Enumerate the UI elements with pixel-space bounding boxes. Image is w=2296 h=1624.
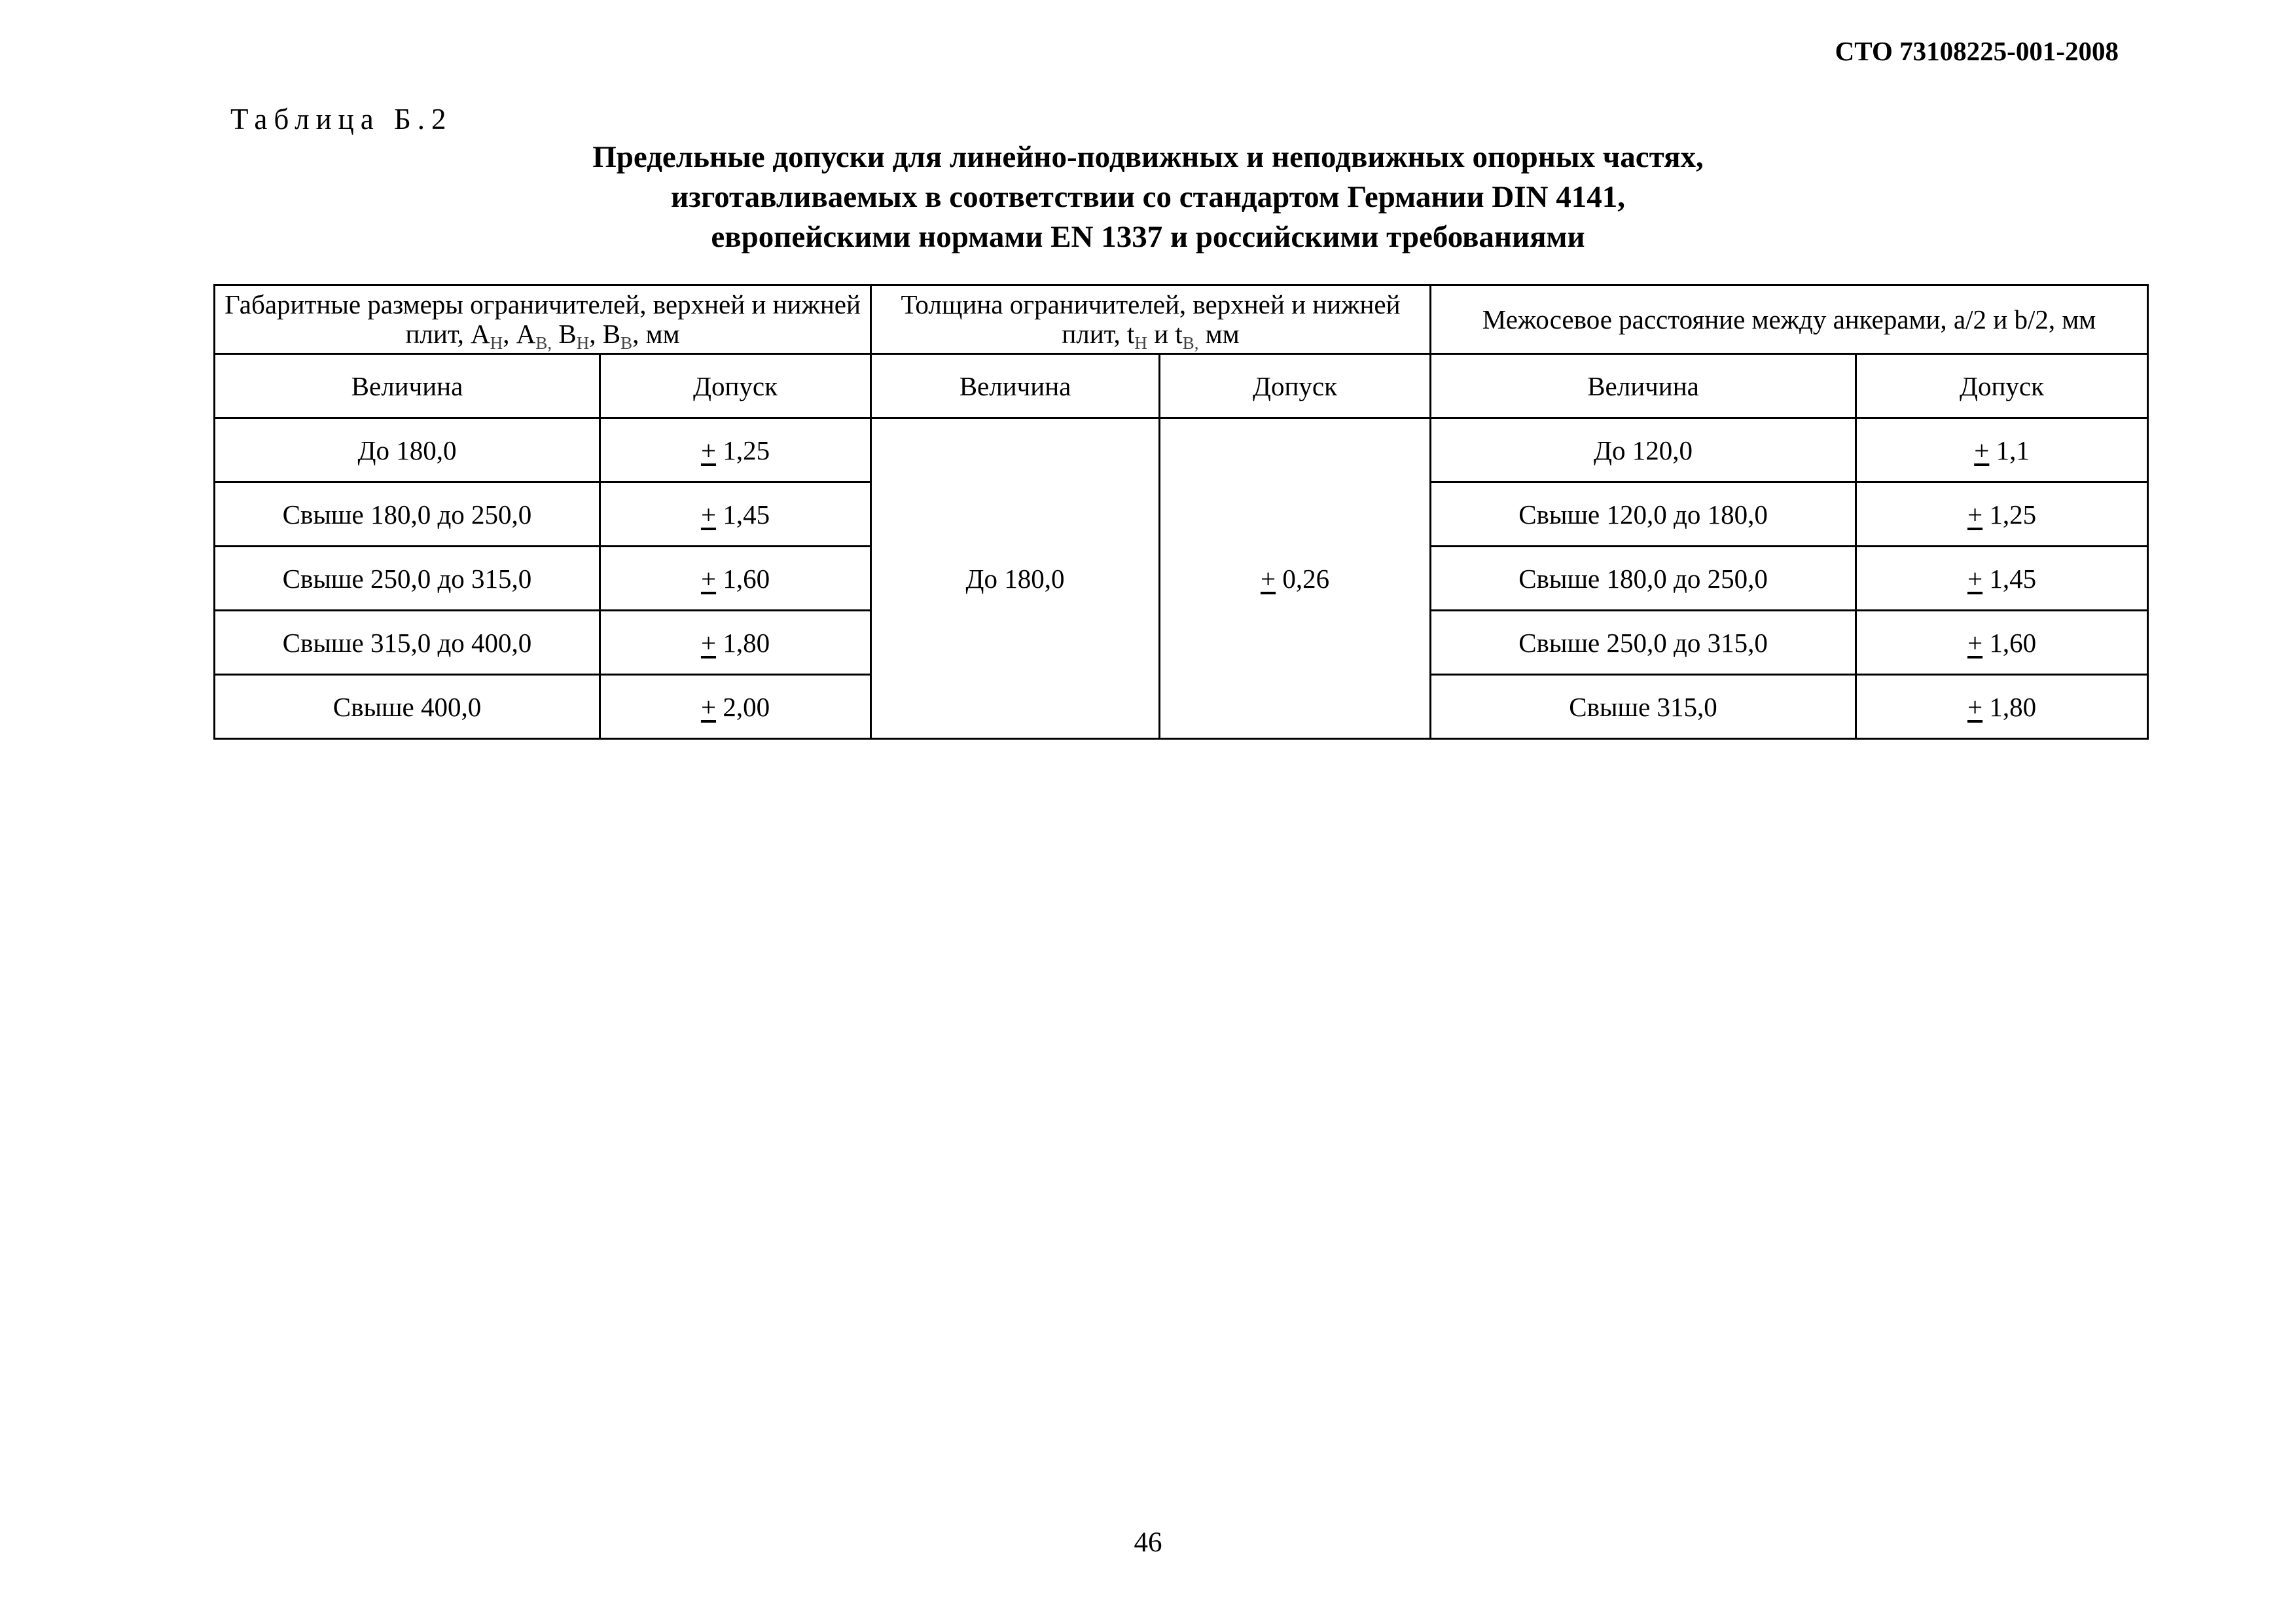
text-fragment: , мм — [632, 319, 680, 349]
subscript: Н — [490, 333, 503, 353]
document-code: СТО 73108225-001-2008 — [1835, 36, 2119, 66]
subheader-tolerance-1: Допуск — [600, 354, 871, 418]
subheader-row — [215, 354, 2148, 418]
plate-dimension-value: Свыше 315,0 до 400,0 — [215, 611, 600, 675]
tolerance-value: 1,1 — [1996, 435, 2030, 465]
anchor-spacing-tolerance — [1856, 547, 2148, 611]
text-fragment: , В — [589, 319, 621, 349]
plate-dimension-tolerance — [600, 547, 871, 611]
subheader-tolerance-3: Допуск — [1856, 354, 2148, 418]
anchor-spacing-value: Свыше 315,0 — [1431, 675, 1856, 739]
text-fragment: плит, А — [405, 319, 490, 349]
tolerance-value: 1,60 — [1989, 627, 2037, 658]
plus-minus-sign: + — [700, 563, 717, 594]
subheader-value-3: Величина — [1431, 354, 1856, 418]
anchor-spacing-tolerance — [1856, 418, 2148, 482]
tolerance-value: 0,26 — [1282, 563, 1330, 594]
thickness-tolerance — [1160, 418, 1431, 739]
tolerance-value: 1,25 — [1989, 499, 2037, 530]
group-header-thickness-line-1: Толщина ограничителей, верхней и нижней — [901, 289, 1401, 319]
thickness-value: До 180,0 — [871, 418, 1160, 739]
group-header-anchor-spacing: Межосевое расстояние между анкерами, a/2 и b/2, мм — [1431, 285, 2148, 354]
plate-dimension-tolerance — [600, 418, 871, 482]
plus-minus-sign: + — [1967, 563, 1983, 594]
group-header-plate-dimensions — [215, 285, 871, 354]
plate-dimension-value: Свыше 400,0 — [215, 675, 600, 739]
anchor-spacing-value: Свыше 180,0 до 250,0 — [1431, 547, 1856, 611]
subscript: В, — [535, 333, 552, 353]
table-title-line-2: изготавливаемых в соответствии со стандартом Германии DIN 4141, — [670, 180, 1625, 214]
plate-dimension-tolerance — [600, 675, 871, 739]
plate-dimension-value: Свыше 180,0 до 250,0 — [215, 482, 600, 547]
anchor-spacing-value: Свыше 250,0 до 315,0 — [1431, 611, 1856, 675]
plus-minus-sign: + — [1967, 499, 1983, 530]
subheader-value-1: Величина — [215, 354, 600, 418]
text-fragment: , А — [503, 319, 536, 349]
tolerance-value: 1,45 — [723, 499, 770, 530]
plus-minus-sign: + — [1260, 563, 1276, 594]
group-header-plate-dimensions-line-1: Габаритные размеры ограничителей, верхней и нижней — [224, 289, 861, 319]
plate-dimension-value: До 180,0 — [215, 418, 600, 482]
text-fragment: мм — [1198, 319, 1240, 349]
group-header-thickness — [871, 285, 1431, 354]
subscript: Н — [576, 333, 590, 353]
anchor-spacing-tolerance — [1856, 611, 2148, 675]
plate-dimension-tolerance — [600, 482, 871, 547]
subheader-tolerance-2: Допуск — [1160, 354, 1431, 418]
group-header-plate-dimensions-line-2 — [218, 319, 867, 353]
plate-dimension-value: Свыше 250,0 до 315,0 — [215, 547, 600, 611]
page-number: 46 — [1134, 1527, 1162, 1558]
tolerance-value: 1,80 — [1989, 691, 2037, 722]
anchor-spacing-tolerance — [1856, 675, 2148, 739]
table-title-line-3: европейскими нормами EN 1337 и российскими требованиями — [711, 220, 1585, 254]
anchor-spacing-value: Свыше 120,0 до 180,0 — [1431, 482, 1856, 547]
text-fragment: В — [552, 319, 577, 349]
table-row — [215, 418, 2148, 482]
plus-minus-sign: + — [700, 435, 717, 465]
tolerance-value: 1,45 — [1989, 563, 2037, 594]
subscript: Н — [1134, 333, 1147, 353]
tolerance-value: 1,60 — [723, 563, 770, 594]
subheader-value-2: Величина — [871, 354, 1160, 418]
text-fragment: плит, t — [1062, 319, 1135, 349]
plus-minus-sign: + — [700, 499, 717, 530]
tolerance-table — [213, 284, 2149, 740]
plus-minus-sign: + — [1967, 627, 1983, 658]
anchor-spacing-tolerance — [1856, 482, 2148, 547]
plate-dimension-tolerance — [600, 611, 871, 675]
tolerance-value: 1,25 — [723, 435, 770, 465]
tolerance-value: 2,00 — [723, 691, 770, 722]
tolerance-value: 1,80 — [723, 627, 770, 658]
text-fragment: и t — [1147, 319, 1183, 349]
plus-minus-sign: + — [700, 627, 717, 658]
table-label: Таблица Б.2 — [230, 103, 453, 135]
anchor-spacing-value: До 120,0 — [1431, 418, 1856, 482]
plus-minus-sign: + — [1967, 691, 1983, 722]
table-title-line-1: Предельные допуски для линейно-подвижных и неподвижных опорных частях, — [592, 140, 1704, 174]
plus-minus-sign: + — [700, 691, 717, 722]
subscript: В, — [1182, 333, 1199, 353]
group-header-row — [215, 285, 2148, 354]
group-header-thickness-line-2 — [874, 319, 1427, 353]
table-title — [0, 137, 2296, 257]
plus-minus-sign: + — [1974, 435, 1990, 465]
subscript: В — [620, 333, 633, 353]
